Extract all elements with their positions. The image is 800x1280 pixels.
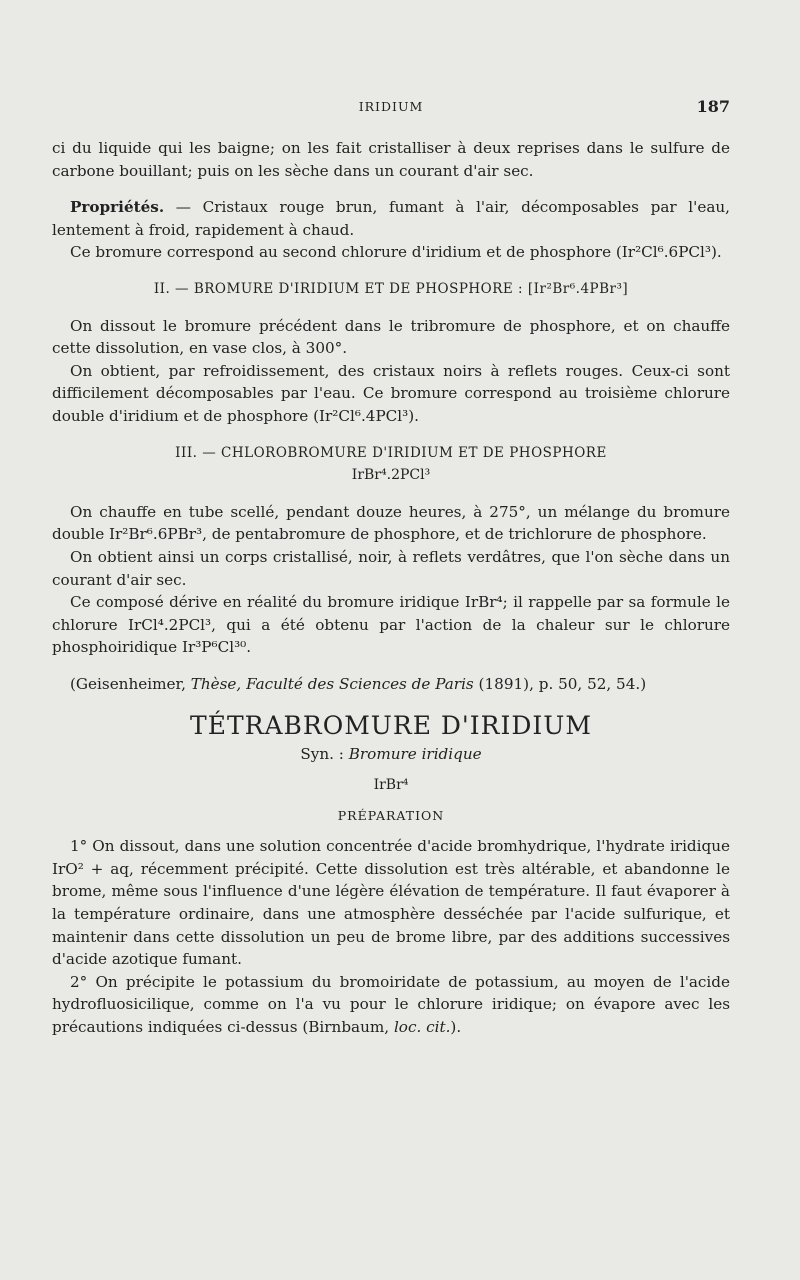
main-title: TÉTRABROMURE D'IRIDIUM bbox=[190, 711, 592, 741]
paragraph-correspondance: Ce bromure correspond au second chlorure d'iridium et de phosphore (Ir²Cl⁶.6PCl³). bbox=[70, 243, 722, 262]
paragraph-proprietes bbox=[52, 196, 730, 241]
paragraph-preparation-2: 2° On précipite le potassium du bromoiridate de potassium, au moyen de l'acide hydrofluosicilique, comme on l'a vu pour le chlorure iridique; on évapore avec les précautions indiquées ci-dessus (Birnbaum, loc. cit.). bbox=[52, 972, 730, 1036]
paragraph-dissolution: On dissout le bromure précédent dans le tribromure de phosphore, et on chauffe cette dissolution, en vase clos, à 300°. bbox=[52, 316, 730, 358]
paragraph-corps-cristallise: On obtient ainsi un corps cristallisé, noir, à reflets verdâtres, que l'on sèche dans un courant d'air sec. bbox=[52, 547, 730, 589]
running-header bbox=[52, 96, 730, 118]
section-3-formula: IrBr⁴.2PCl³ bbox=[351, 467, 431, 484]
paragraph-compose-derive: Ce composé dérive en réalité du bromure iridique IrBr⁴; il rappelle par sa formule le chlorure IrCl⁴.2PCl³, qui a été obtenu par l'action de la chaleur sur le chlorure phosphoiridique Ir³P⁶Cl³⁰. bbox=[52, 593, 730, 657]
section-heading-2: II. — BROMURE D'IRIDIUM ET DE PHOSPHORE : [Ir²Br⁶.4PBr³] bbox=[153, 280, 629, 297]
synonym-name: Bromure iridique bbox=[348, 745, 482, 764]
citation-these: Thèse, Faculté des Sciences de Paris bbox=[190, 674, 474, 693]
citation: (Geisenheimer, Thèse, Faculté des Sciences de Paris (1891), p. 50, 52, 54.) bbox=[70, 674, 647, 693]
synonym-line: Syn. : Bromure iridique bbox=[300, 745, 482, 764]
running-title: IRIDIUM bbox=[358, 99, 424, 114]
preparation-heading: PRÉPARATION bbox=[337, 807, 445, 823]
proprietes-lead: Propriétés. bbox=[70, 198, 165, 217]
main-formula: IrBr⁴ bbox=[373, 777, 409, 794]
section-heading-3: III. — CHLOROBROMURE D'IRIDIUM ET DE PHOSPHORE bbox=[175, 444, 607, 461]
page-number: 187 bbox=[696, 97, 730, 116]
proprietes-text: — Cristaux rouge brun, fumant à l'air, décomposables par l'eau, lentement à froid, rapidement à chaud. bbox=[52, 198, 730, 239]
paragraph-cristaux-noirs: On obtient, par refroidissement, des cristaux noirs à reflets rouges. Ceux-ci sont difficilement décomposables par l'eau. Ce bromure correspond au troisième chlorure double d'iridium et de phosphore (Ir²Cl⁶.4PCl³). bbox=[52, 361, 730, 425]
paragraph-tube-scelle: On chauffe en tube scellé, pendant douze heures, à 275°, un mélange du bromure double Ir²Br⁶.6PBr³, de pentabromure de phosphore, et de trichlorure de phosphore. bbox=[52, 502, 730, 544]
paragraph-preparation-1: 1° On dissout, dans une solution concentrée d'acide bromhydrique, l'hydrate iridique IrO² + aq, récemment précipité. Cette dissolution est très altérable, et abandonne le brome, même sous l'influence d'une légère élévation de température. Il faut évaporer à la température ordinaire, dans une atmosphère desséchée par l'acide sulfurique, et maintenir dans cette dissolution un peu de brome libre, par des additions successives d'acide azotique fumant. bbox=[52, 837, 730, 969]
paragraph-continuation: ci du liquide qui les baigne; on les fait cristalliser à deux reprises dans le sulfure de carbone bouillant; puis on les sèche dans un courant d'air sec. bbox=[52, 139, 730, 180]
page-body bbox=[52, 137, 730, 1039]
loc-cit: loc. cit. bbox=[393, 1018, 451, 1036]
